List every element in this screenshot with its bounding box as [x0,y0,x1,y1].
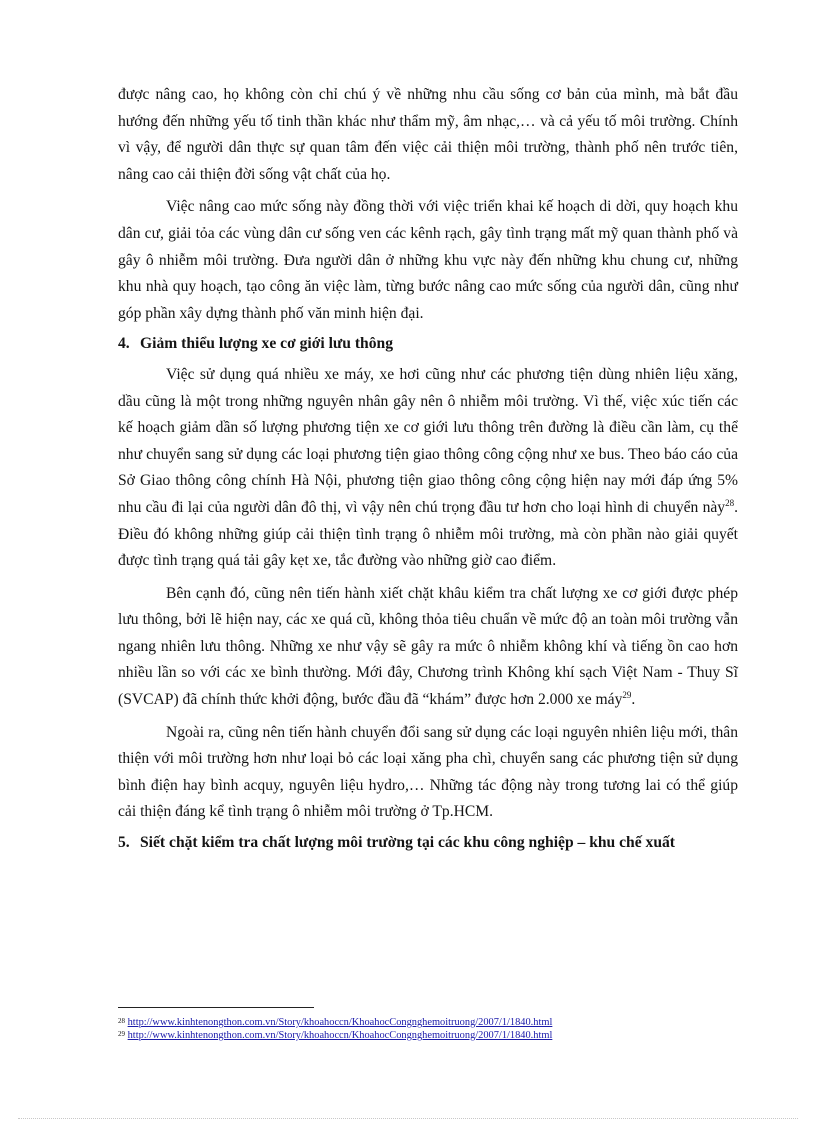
paragraph-intro: được nâng cao, họ không còn chỉ chú ý về những nhu cầu sống cơ bản của mình, mà bắt đầu hướng đến những yếu tố tinh thần khác như thẩm mỹ, âm nhạc,… và cả yếu tố môi trường. Chính vì vậy, để người dân thực sự quan tâm đến việc cải thiện môi trường, thành phố nên trước tiên, nâng cao cải thiện đời sống vật chất của họ. [118,86,738,183]
page-boundary [18,1118,798,1119]
footnote-number: 28 [118,1017,125,1025]
paragraph-clean-fuel: Ngoài ra, cũng nên tiến hành chuyển đổi sang sử dụng các loại nguyên nhiên liệu mới, thân thiện với môi trường hơn như loại bỏ các loại xăng pha chì, chuyển sang các phương tiện sử dụng bình điện hay bình acquy, nguyên liệu hydro,… Những tác động này trong tương lai có thể giúp cải thiện đáng kể tình trạng ô nhiễm môi trường ở Tp.HCM. [118,723,738,821]
section-heading-4 [118,331,738,358]
footnote-ref-29[interactable]: 29 [622,689,632,700]
paragraph-vehicle-inspection [118,581,738,714]
paragraph-text: . [631,691,636,709]
paragraph-text: Bên cạnh đó, cũng nên tiến hành xiết chặt khâu kiểm tra chất lượng xe cơ giới được phép lưu thông, bởi lẽ hiện nay, các xe quá cũ, không thỏa tiêu chuẩn về mức độ an toàn môi trường vẫn ngang nhiên lưu thông. Những xe như vậy sẽ gây ra mức ô nhiễm không khí và tiếng ồn cao hơn nhiều lần so với các xe bình thường. Mới đây, Chương trình Không khí sạch Việt Nam - Thuy Sĩ (SVCAP) đã chính thức khởi động, bước đầu đã “khám” được hơn 2.000 xe máy [118,584,738,709]
footnotes [118,1016,738,1042]
footnote-separator [118,1007,314,1008]
paragraph-text: Việc sử dụng quá nhiều xe máy, xe hơi cũng như các phương tiện dùng nhiên liệu xăng, dầu cũng là một trong những nguyên nhân gây nên ô nhiễm môi trường. Vì thế, việc xúc tiến các kế hoạch giảm dần số lượng phương tiện xe cơ giới lưu thông trên đường là điều cần làm, cụ thể như chuyển sang sử dụng các loại phương tiện giao thông công cộng như xe bus. Theo báo cáo của Sở Giao thông công chính Hà Nội, phương tiện giao thông công cộng hiện nay mới đáp ứng 5% nhu cầu đi lại của người dân đô thị, vì vậy nên chú trọng đầu tư hơn cho loại hình di chuyển này [118,365,738,516]
paragraph-living-standard: Việc nâng cao mức sống này đồng thời với việc triển khai kế hoạch di dời, quy hoạch khu dân cư, giải tỏa các vùng dân cư sống ven các kênh rạch, gây tình trạng mất mỹ quan thành phố và gây ô nhiễm môi trường. Đưa người dân ở những khu vực này đến những khu chung cư, những khu nhà quy hoạch, tạo công ăn việc làm, từng bước nâng cao mức sống của người dân, cũng như góp phần xây dựng thành phố văn minh hiện đại. [118,198,738,322]
footnote-number: 29 [118,1030,125,1038]
footnote-ref-28[interactable]: 28 [725,497,735,508]
paragraph-vehicle-reduction [118,362,738,575]
section-number-4: 4. [118,335,130,353]
paragraph-text: . Điều đó không những giúp cải thiện tình trạng ô nhiễm môi trường, mà còn phần nào giải quyết được tình trạng quá tải gây kẹt xe, tắc đường vào những giờ cao điểm. [118,498,738,570]
footnote-link-28[interactable]: http://www.kinhtenongthon.com.vn/Story/khoahoccn/KhoahocCongnghemoitruong/2007/1/1840.html [127,1017,553,1028]
footnote-link-29[interactable]: http://www.kinhtenongthon.com.vn/Story/khoahoccn/KhoahocCongnghemoitruong/2007/1/1840.html [127,1030,553,1041]
section-number-5: 5. [118,834,130,852]
document-body [118,82,738,857]
section-title-5: Siết chặt kiểm tra chất lượng môi trường tại các khu công nghiệp – khu chế xuất [140,834,675,852]
footnote-29 [118,1029,738,1042]
section-title-4: Giảm thiểu lượng xe cơ giới lưu thông [140,335,393,353]
section-heading-5 [118,830,738,857]
footnote-28 [118,1016,738,1029]
